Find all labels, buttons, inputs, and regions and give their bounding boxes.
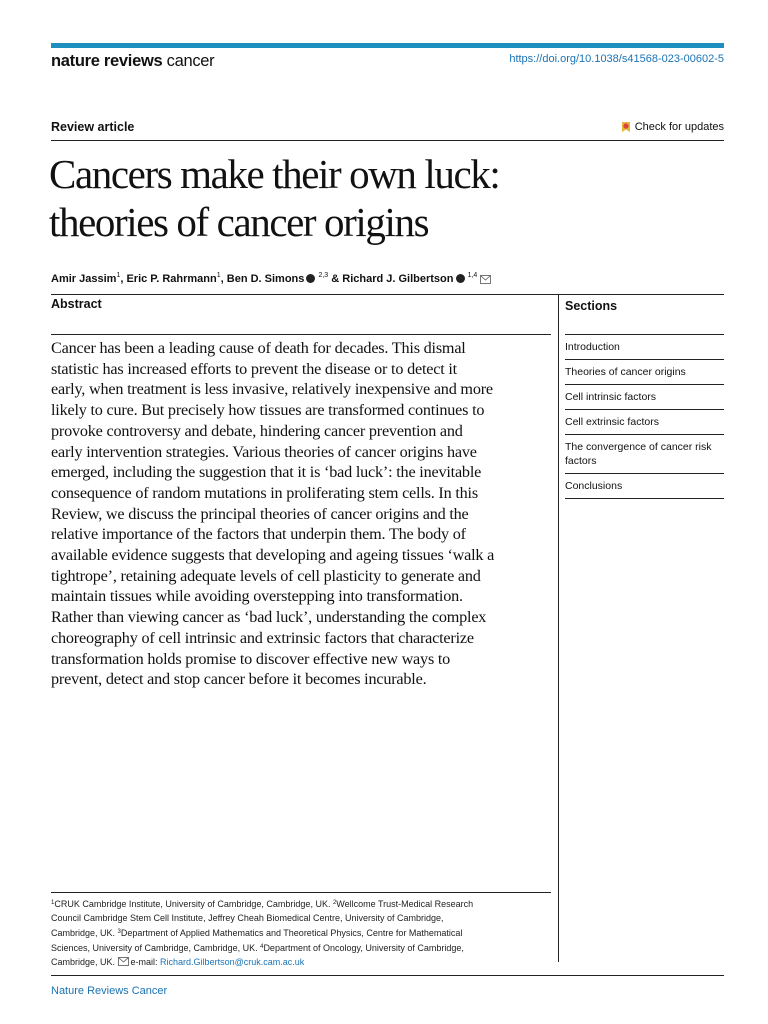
sections-nav (565, 334, 724, 499)
footer-journal-link[interactable]: Nature Reviews Cancer (51, 985, 168, 997)
journal-name[interactable] (51, 52, 214, 71)
abstract-line: Review, we discuss the principal theories of cancer origins and the (51, 504, 469, 523)
abstract-line: statistic has increased efforts to prevent the disease or to detect it (51, 359, 457, 378)
affiliation-marker: 2,3 (318, 272, 329, 279)
section-link-introduction[interactable]: Introduction (565, 335, 724, 360)
abstract-line: available evidence suggests that developing and ageing tissues ‘walk a (51, 546, 495, 565)
article-type-row (51, 120, 724, 140)
abstract-line: consequence of random mutations in proliferating stem cells. In this (51, 483, 478, 502)
email-icon (118, 957, 129, 966)
divider (51, 294, 724, 295)
brand-bar (51, 43, 724, 48)
affiliation-marker: 1 (216, 272, 221, 279)
article-title (49, 150, 729, 246)
check-updates-icon (620, 121, 632, 133)
affiliation-line: Council Cambridge Stem Cell Institute, Jeffrey Cheah Biomedical Centre, University of Cambridge, (51, 913, 444, 923)
check-for-updates-button[interactable] (620, 121, 724, 133)
article-type-label: Review article (51, 120, 135, 134)
affiliation-text: Cambridge, UK. (51, 957, 118, 967)
affiliation-text: Wellcome Trust-Medical Research (336, 899, 474, 909)
orcid-icon[interactable] (306, 274, 315, 283)
affiliation-line (51, 925, 551, 940)
divider (51, 140, 724, 141)
journal-name-bold: nature reviews (51, 52, 163, 70)
doi-link[interactable]: https://doi.org/10.1038/s41568-023-00602-5 (509, 53, 724, 65)
affiliation-marker: 1,4 (467, 272, 478, 279)
email-link[interactable]: Richard.Gilbertson@cruk.cam.ac.uk (160, 957, 305, 967)
abstract-line: prevent, detect and stop cancer before it becomes incurable. (51, 670, 427, 689)
section-link-convergence[interactable]: The convergence of cancer risk factors (565, 435, 724, 474)
affiliation-marker: 2 (332, 900, 337, 906)
affiliation-text: Sciences, University of Cambridge, Cambridge, UK. (51, 943, 261, 953)
author-name[interactable]: , Ben D. Simons (220, 273, 305, 285)
abstract-line: early, when treatment is less invasive, relatively inexpensive and more (51, 380, 493, 399)
check-updates-label: Check for updates (634, 121, 724, 133)
section-link-cell-extrinsic[interactable]: Cell extrinsic factors (565, 410, 724, 435)
abstract-line: tightrope’, retaining adequate levels of cell plasticity to generate and (51, 566, 481, 585)
abstract-text (51, 338, 551, 690)
affiliation-marker: 1 (116, 272, 121, 279)
affiliation-line (51, 940, 551, 955)
sections-heading: Sections (565, 299, 618, 313)
column-divider (558, 295, 559, 962)
email-label: e-mail: (130, 957, 161, 967)
abstract-line: emerged, including the suggestion that it is ‘bad luck’: the inevitable (51, 463, 482, 482)
affiliation-text: Department of Oncology, University of Cambridge, (263, 943, 464, 953)
affiliations (51, 896, 551, 969)
author-name[interactable]: & Richard J. Gilbertson (328, 273, 454, 285)
section-link-theories[interactable]: Theories of cancer origins (565, 360, 724, 385)
abstract-heading: Abstract (51, 297, 102, 311)
abstract-line: provoke controversy and debate, hindering cancer prevention and (51, 421, 463, 440)
affiliation-text: Department of Applied Mathematics and Theoretical Physics, Centre for Mathematical (120, 928, 463, 938)
abstract-line: Cancer has been a leading cause of death for decades. This dismal (51, 339, 466, 357)
divider (51, 892, 551, 893)
affiliation-marker: 4 (260, 944, 264, 950)
affiliation-marker: 1 (51, 900, 55, 906)
abstract-line: transformation holds promise to discover effective new ways to (51, 649, 451, 668)
title-line: theories of cancer origins (49, 199, 429, 245)
journal-name-light: cancer (166, 52, 215, 70)
mail-icon[interactable] (480, 275, 491, 284)
abstract-line: Rather than viewing cancer as ‘bad luck’, understanding the complex (51, 608, 487, 627)
section-link-conclusions[interactable]: Conclusions (565, 474, 724, 499)
author-list (51, 272, 491, 285)
affiliation-line (51, 955, 551, 969)
abstract-line: likely to cure. But precisely how tissues are transformed continues to (51, 401, 485, 420)
affiliation-text: CRUK Cambridge Institute, University of Cambridge, Cambridge, UK. (54, 899, 333, 909)
abstract-line: maintain tissues while avoiding overstepping into transformation. (51, 587, 463, 606)
affiliation-marker: 3 (117, 929, 121, 935)
title-line: Cancers make their own luck: (49, 151, 500, 197)
abstract-line: choreography of cell intrinsic and extrinsic factors that characterize (51, 628, 474, 647)
section-link-cell-intrinsic[interactable]: Cell intrinsic factors (565, 385, 724, 410)
affiliation-line (51, 896, 551, 911)
divider (51, 975, 724, 976)
abstract-line: early intervention strategies. Various theories of cancer origins have (51, 442, 477, 461)
orcid-icon[interactable] (456, 274, 465, 283)
affiliation-text: Cambridge, UK. (51, 928, 118, 938)
author-name[interactable]: , Eric P. Rahrmann (120, 273, 217, 285)
journal-header (51, 52, 724, 72)
abstract-line: relative importance of the factors that underpin them. The body of (51, 525, 466, 544)
divider (51, 334, 551, 335)
author-name[interactable]: Amir Jassim (51, 273, 117, 285)
